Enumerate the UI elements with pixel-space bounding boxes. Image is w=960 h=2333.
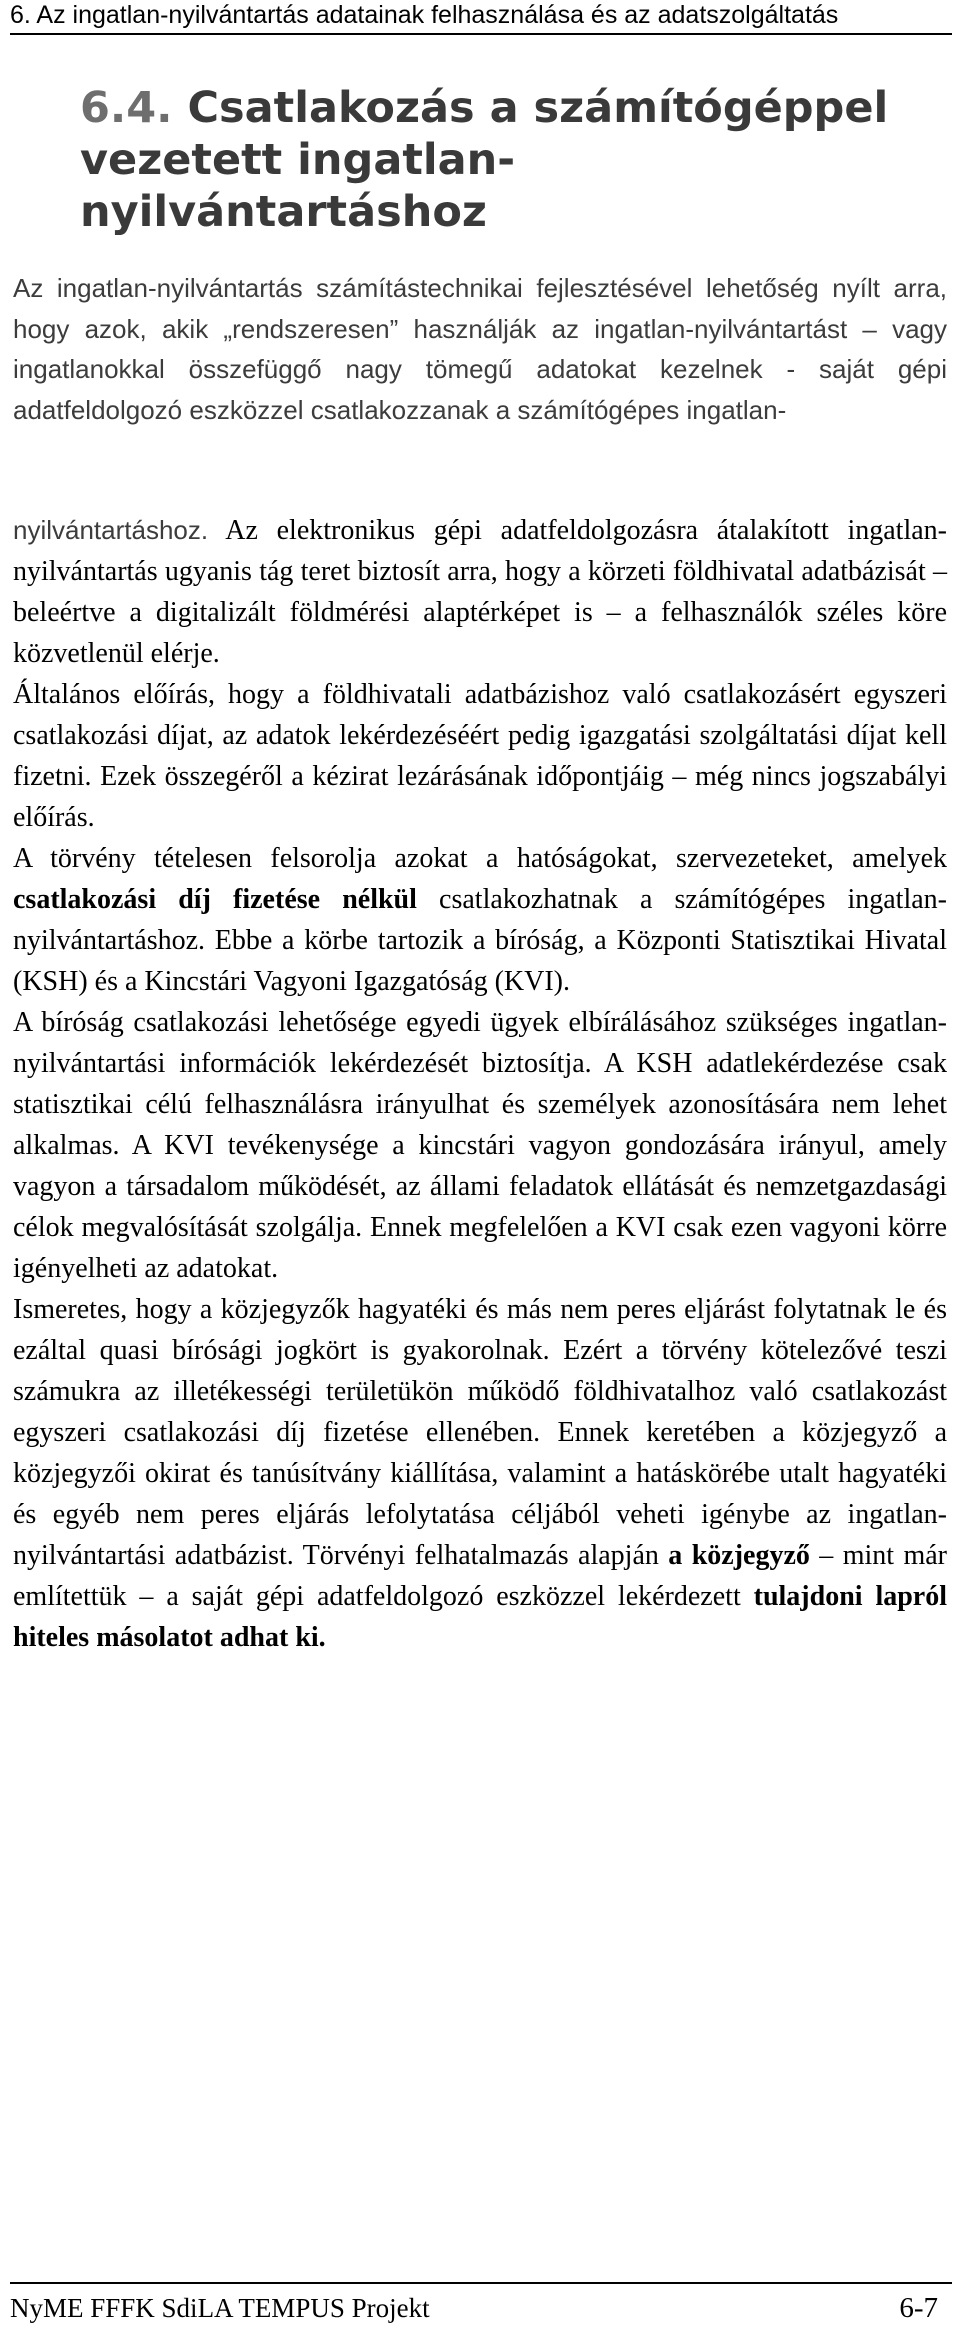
lead-paragraph: Az ingatlan-nyilvántartás számítástechnikai fejlesztésével lehetőség nyílt arra, hogy azok, akik „rendszeresen” használják az ingatlan-nyilvántartást – vagy ingatlanokkal összefüggő nagy tömegű adatokat kezelnek - saját gépi adatfeldolgozó eszközzel csatlakozzanak a számítógépes ingatlan- bbox=[13, 273, 947, 426]
lead-continuation: nyilvántartáshoz. bbox=[13, 515, 209, 545]
running-header: 6. Az ingatlan-nyilvántartás adatainak felhasználása és az adatszolgáltatás bbox=[10, 0, 952, 35]
emphasis-free-connection: csatlakozási díj fizetése nélkül bbox=[13, 884, 417, 915]
section-number: 6.4. bbox=[80, 83, 173, 133]
paragraph-2: Általános előírás, hogy a földhivatali adatbázishoz való csatlakozásért egyszeri csatlakozási díjat, az adatok lekérdezéséért pedig igazgatási szolgáltatási díjat kell fizetni. Ezek összegéről a kézirat lezárásának időpontjáig – még nincs jogszabályi előírás. bbox=[13, 679, 947, 833]
body-text bbox=[13, 510, 947, 1658]
section-heading bbox=[80, 82, 920, 238]
emphasis-notary: a közjegyző bbox=[668, 1540, 810, 1571]
page-footer bbox=[10, 2282, 952, 2324]
paragraph-5: Ismeretes, hogy a közjegyzők hagyatéki és más nem peres eljárást folytatnak le és ezáltal quasi bírósági jogkört is gyakorolnak. Ezért a törvény kötelezővé teszi számukra az illetékességi területükön működő földhivatalhoz való csatlakozást egyszeri csatlakozási díj fizetése ellenében. Ennek keretében a közjegyző a közjegyzői okirat és tanúsítvány kiállítása, valamint a hatáskörébe utalt hagyatéki és egyéb nem peres eljárás lefolytatása céljából veheti igénybe az ingatlan-nyilvántartási adatbázist. Törvényi felhatalmazás alapján a közjegyző – mint már említettük – a saját gépi adatfeldolgozó eszközzel lekérdezett tulajdoni lapról hiteles másolatot adhat ki. bbox=[13, 1294, 948, 1653]
footer-project: NyME FFFK SdiLA TEMPUS Projekt bbox=[10, 2293, 430, 2323]
page-number: 6-7 bbox=[899, 2292, 938, 2324]
paragraph-4: A bíróság csatlakozási lehetősége egyedi ügyek elbírálásához szükséges ingatlan-nyilvántartási információk lekérdezését biztosítja. A KSH adatlekérdezése csak statisztikai célú felhasználásra irányulhat és személyek azonosítására nem lehet alkalmas. A KVI tevékenysége a kincstári vagyon gondozására irányul, amely vagyon a társadalom működését, az állami feladatok ellátását és nemzetgazdasági célok megvalósítását szolgálja. Ennek megfelelően a KVI csak ezen vagyoni körre igényelheti az adatokat. bbox=[13, 1007, 947, 1284]
paragraph-1: nyilvántartáshoz. Az elektronikus gépi adatfeldolgozásra átalakított ingatlan-nyilvántartás ugyanis tág teret biztosít arra, hogy a körzeti földhivatal adatbázisát – beleértve a digitalizált földmérési alaptérképet is – a felhasználók széles köre közvetlenül elérje. bbox=[13, 515, 947, 669]
emphasis-certified-copy: tulajdoni lapról hiteles másolatot adhat ki. bbox=[13, 1581, 948, 1653]
section-title: Csatlakozás a számítógéppel vezetett ingatlan-nyilvántartáshoz bbox=[80, 83, 889, 237]
paragraph-3: A törvény tételesen felsorolja azokat a hatóságokat, szervezeteket, amelyek csatlakozási díj fizetése nélkül csatlakozhatnak a számítógépes ingatlan-nyilvántartáshoz. Ebbe a körbe tartozik a bíróság, a Központi Statisztikai Hivatal (KSH) és a Kincstári Vagyoni Igazgatóság (KVI). bbox=[13, 843, 947, 997]
